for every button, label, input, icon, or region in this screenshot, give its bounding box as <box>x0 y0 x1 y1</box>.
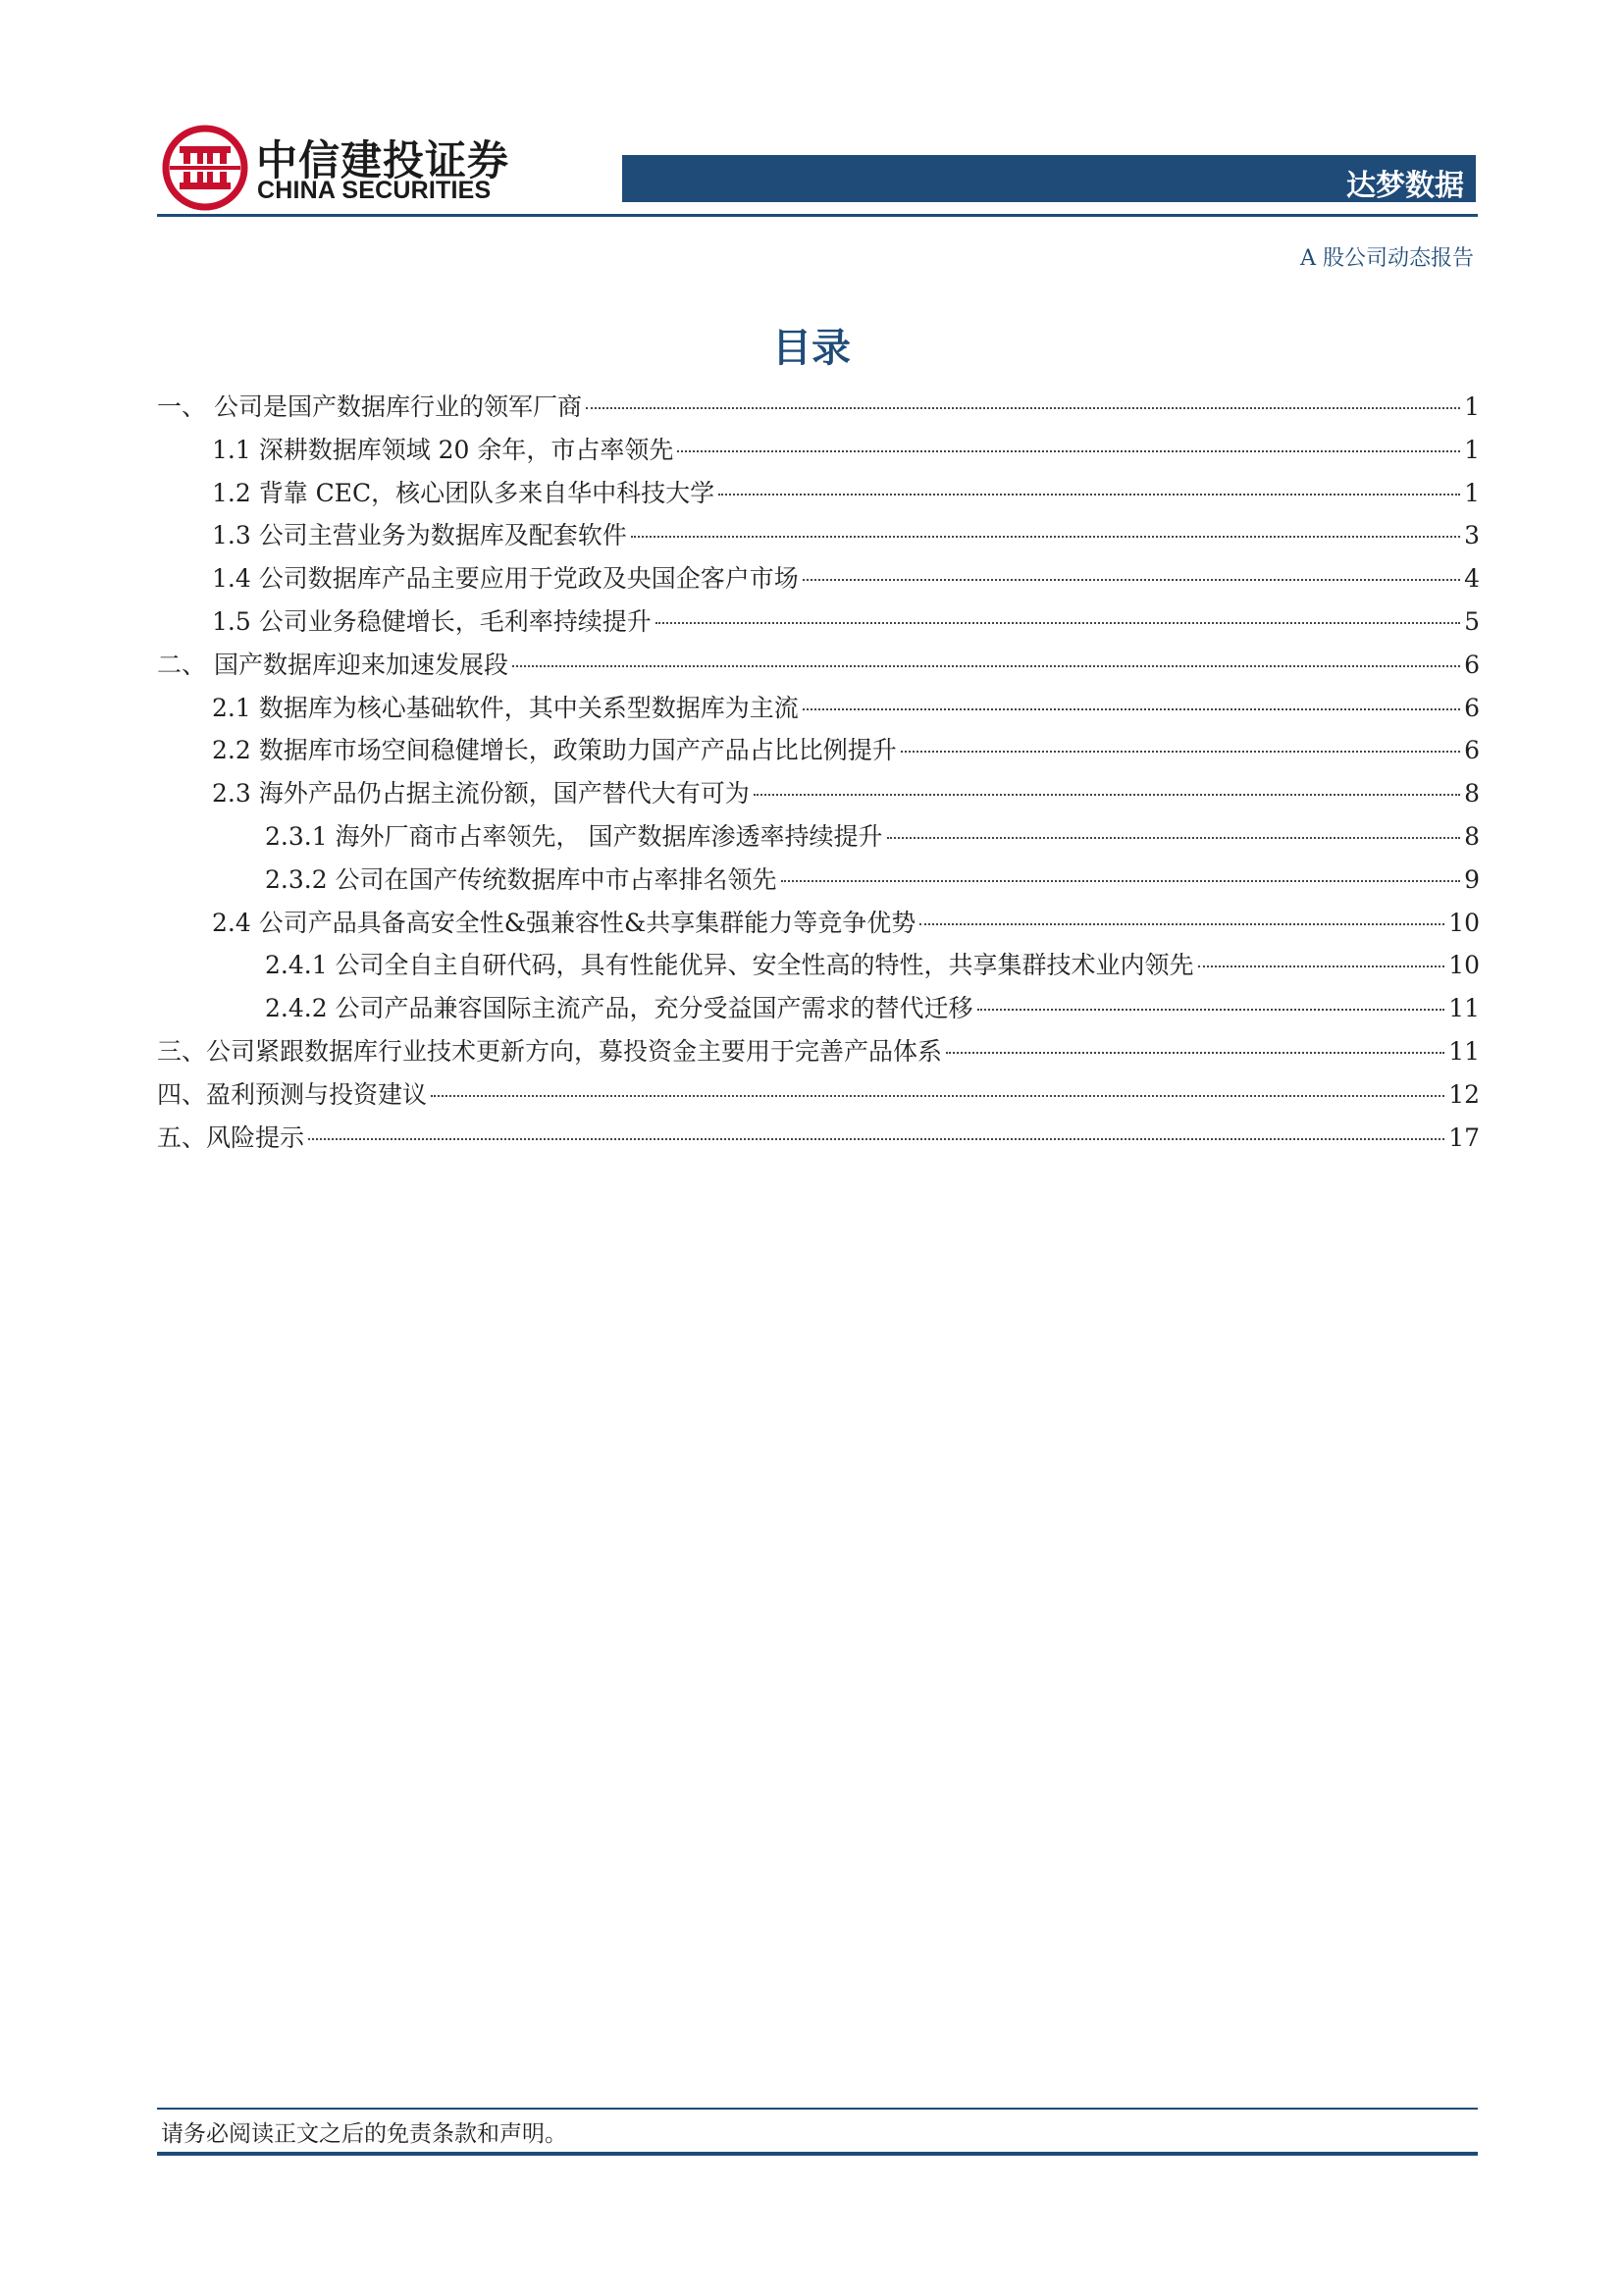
toc-entry-title: 1.4 公司数据库产品主要应用于党政及央国企客户市场 <box>212 564 799 594</box>
toc-entry[interactable] <box>212 904 1480 943</box>
toc-dot-leader <box>887 837 1461 839</box>
toc-entry[interactable] <box>212 431 1480 470</box>
toc-entry[interactable] <box>212 689 1480 728</box>
toc-entry-page: 6 <box>1464 650 1480 679</box>
toc-entry-title: 2.4 公司产品具备高安全性&强兼容性&共享集群能力等竞争优势 <box>212 908 916 937</box>
toc-dot-leader <box>655 622 1460 624</box>
toc-dot-leader <box>431 1095 1444 1097</box>
toc-entry-title: 二、 国产数据库迎来加速发展段 <box>157 650 508 679</box>
toc-dot-leader <box>308 1138 1444 1140</box>
toc-entry[interactable] <box>265 861 1480 900</box>
logo-english-name: CHINA SECURITIES <box>257 177 492 204</box>
toc-entry-title: 2.3.2 公司在国产传统数据库中市占率排名领先 <box>265 864 777 894</box>
toc-entry[interactable] <box>265 817 1480 857</box>
toc-dot-leader <box>512 665 1460 667</box>
toc-entry-title: 1.1 深耕数据库领域 20 余年，市占率领先 <box>212 435 674 464</box>
header-divider <box>157 214 1478 217</box>
toc-entry-page: 17 <box>1448 1122 1480 1152</box>
footer-disclaimer: 请务必阅读正文之后的免责条款和声明。 <box>161 2121 567 2147</box>
toc-entry-page: 1 <box>1464 435 1480 464</box>
toc-entry-page: 6 <box>1464 736 1480 765</box>
china-securities-logo-icon <box>162 125 248 211</box>
toc-entry[interactable] <box>157 388 1480 427</box>
company-name: 达梦数据 <box>1346 169 1464 203</box>
toc-dot-leader <box>718 494 1460 496</box>
toc-entry[interactable] <box>212 774 1480 813</box>
company-logo <box>162 123 515 211</box>
toc-entry[interactable] <box>212 602 1480 642</box>
toc-entry-page: 1 <box>1464 392 1480 421</box>
toc-entry-page: 6 <box>1464 693 1480 722</box>
toc-dot-leader <box>1198 965 1445 967</box>
toc-entry-title: 2.2 数据库市场空间稳健增长，政策助力国产产品占比比例提升 <box>212 736 897 765</box>
toc-entry-page: 4 <box>1464 564 1480 594</box>
toc-entry[interactable] <box>157 1119 1480 1158</box>
toc-entry-page: 5 <box>1464 607 1480 636</box>
toc-dot-leader <box>946 1052 1444 1054</box>
toc-entry[interactable] <box>265 989 1480 1028</box>
company-title-bar <box>622 155 1476 202</box>
toc-dot-leader <box>781 880 1461 882</box>
toc-entry-title: 2.3.1 海外厂商市占率领先， 国产数据库渗透率持续提升 <box>265 822 883 851</box>
toc-entry[interactable] <box>157 1032 1480 1071</box>
toc-entry[interactable] <box>157 1075 1480 1115</box>
toc-entry[interactable] <box>212 474 1480 513</box>
toc-entry[interactable] <box>157 646 1480 685</box>
toc-entry-title: 五、风险提示 <box>157 1122 305 1152</box>
toc-entry-title: 1.3 公司主营业务为数据库及配套软件 <box>212 521 627 550</box>
toc-entry-page: 11 <box>1448 1037 1480 1066</box>
toc-entry-page: 12 <box>1448 1079 1480 1109</box>
toc-entry-title: 1.2 背靠 CEC，核心团队多来自华中科技大学 <box>212 478 715 507</box>
toc-entry-page: 3 <box>1464 521 1480 550</box>
toc-dot-leader <box>631 536 1460 538</box>
toc-entry-title: 三、公司紧跟数据库行业技术更新方向，募投资金主要用于完善产品体系 <box>157 1037 943 1066</box>
toc-dot-leader <box>919 923 1444 925</box>
toc-dot-leader <box>586 407 1460 409</box>
toc-title: 目录 <box>772 326 851 371</box>
toc-entry-title: 1.5 公司业务稳健增长，毛利率持续提升 <box>212 607 652 636</box>
toc-dot-leader <box>977 1009 1445 1011</box>
toc-entry-page: 9 <box>1464 864 1480 894</box>
toc-entry-title: 2.4.1 公司全自主自研代码，具有性能优异、安全性高的特性，共享集群技术业内领先 <box>265 951 1194 980</box>
toc-entry-page: 8 <box>1464 779 1480 809</box>
footer-divider-bottom <box>157 2152 1478 2156</box>
logo-chinese-name: 中信建投证券 <box>256 136 510 184</box>
toc-entry-page: 1 <box>1464 478 1480 507</box>
report-type-label: A 股公司动态报告 <box>1300 246 1474 271</box>
footer-divider-top <box>157 2108 1478 2110</box>
toc-dot-leader <box>754 794 1460 796</box>
toc-entry-title: 2.3 海外产品仍占据主流份额，国产替代大有可为 <box>212 779 750 809</box>
toc-dot-leader <box>901 751 1460 753</box>
toc-entry[interactable] <box>212 731 1480 770</box>
toc-entry[interactable] <box>265 946 1480 985</box>
toc-entry-page: 11 <box>1448 994 1480 1023</box>
toc-entry-page: 10 <box>1448 908 1480 937</box>
toc-entry[interactable] <box>212 559 1480 599</box>
toc-dot-leader <box>803 708 1460 710</box>
toc-entry[interactable] <box>212 516 1480 555</box>
toc-entry-title: 一、 公司是国产数据库行业的领军厂商 <box>157 392 582 421</box>
toc-dot-leader <box>803 579 1460 581</box>
toc-entry-title: 2.1 数据库为核心基础软件，其中关系型数据库为主流 <box>212 693 799 722</box>
toc-entry-page: 8 <box>1464 822 1480 851</box>
toc-entry-title: 四、盈利预测与投资建议 <box>157 1079 428 1109</box>
toc-dot-leader <box>677 450 1460 452</box>
toc-entry-page: 10 <box>1448 951 1480 980</box>
toc-entry-title: 2.4.2 公司产品兼容国际主流产品，充分受益国产需求的替代迁移 <box>265 994 973 1023</box>
